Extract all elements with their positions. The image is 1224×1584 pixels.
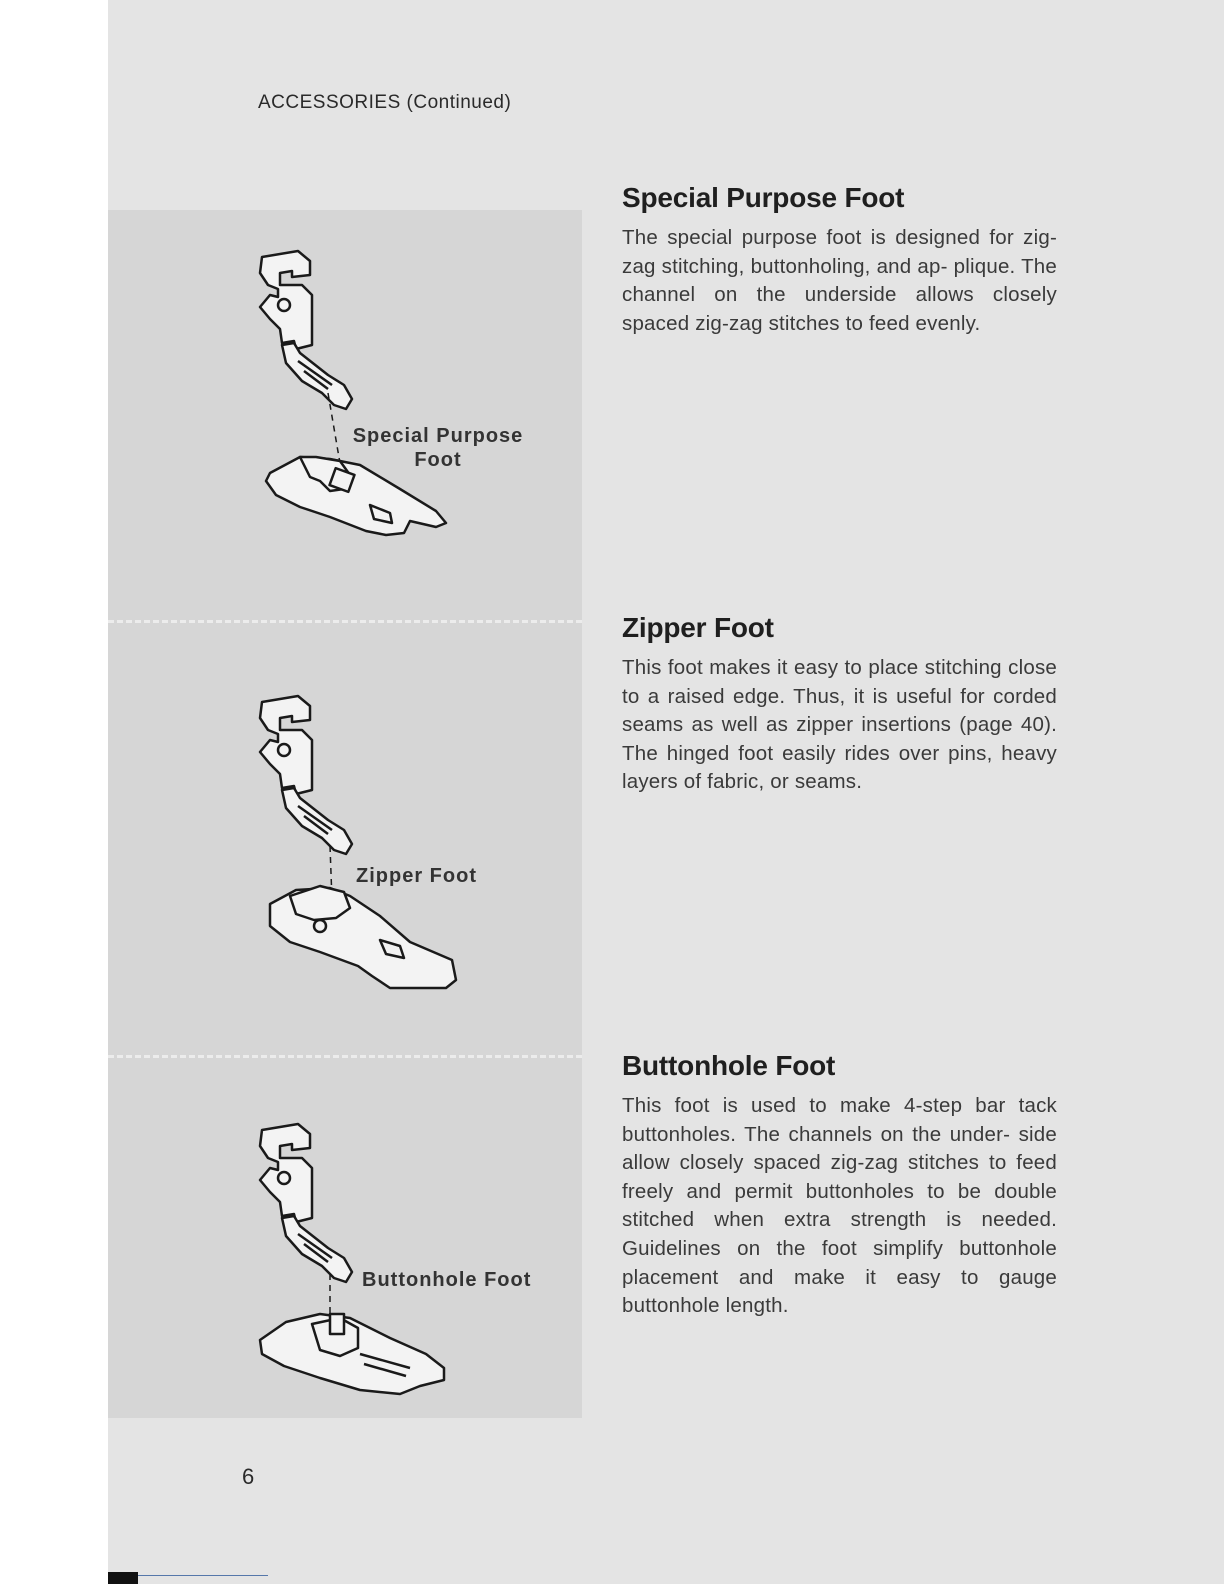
buttonhole-foot-label: Buttonhole Foot <box>362 1269 532 1291</box>
page-number: 6 <box>242 1464 255 1489</box>
panel-divider <box>108 620 582 623</box>
section-title: Buttonhole Foot <box>622 1050 836 1081</box>
panel-divider <box>108 1055 582 1058</box>
section-body: The special purpose foot is designed for zig-zag stitching, buttonholing, and ap- plique. The channel on the underside allows closely spaced zig-zag stitches to feed evenly. <box>622 226 1057 335</box>
page-header: ACCESSORIES (Continued) <box>258 92 512 113</box>
section-title: Special Purpose Foot <box>622 182 905 213</box>
scan-edge-line <box>138 1575 268 1576</box>
special-purpose-foot-illustration <box>240 245 480 545</box>
zipper-foot-label: Zipper Foot <box>356 865 477 887</box>
section-zipper-foot <box>622 612 1057 797</box>
section-body: This foot is used to make 4-step bar tack buttonholes. The channels on the under- side allow closely spaced zig-zag stitches to feed freely and permit buttonholes to be double stitched when extra strength is needed. Guidelines on the foot simplify buttonhole placement and make it easy to gauge buttonhole length. <box>622 1094 1057 1318</box>
zipper-foot-illustration <box>240 690 480 1000</box>
section-title: Zipper Foot <box>622 612 774 643</box>
buttonhole-foot-illustration <box>240 1118 480 1398</box>
special-purpose-foot-label <box>338 424 538 472</box>
label-line: Foot <box>414 449 462 471</box>
section-body: This foot makes it easy to place stitching close to a raised edge. Thus, it is useful for corded seams as well as zipper insertions (page 40). The hinged foot easily rides over pins, heavy layers of fabric, or seams. <box>622 656 1057 794</box>
section-buttonhole-foot <box>622 1050 1057 1321</box>
section-special-purpose-foot <box>622 182 1057 338</box>
label-line: Special Purpose <box>352 425 524 447</box>
scan-edge-mark <box>108 1572 138 1584</box>
